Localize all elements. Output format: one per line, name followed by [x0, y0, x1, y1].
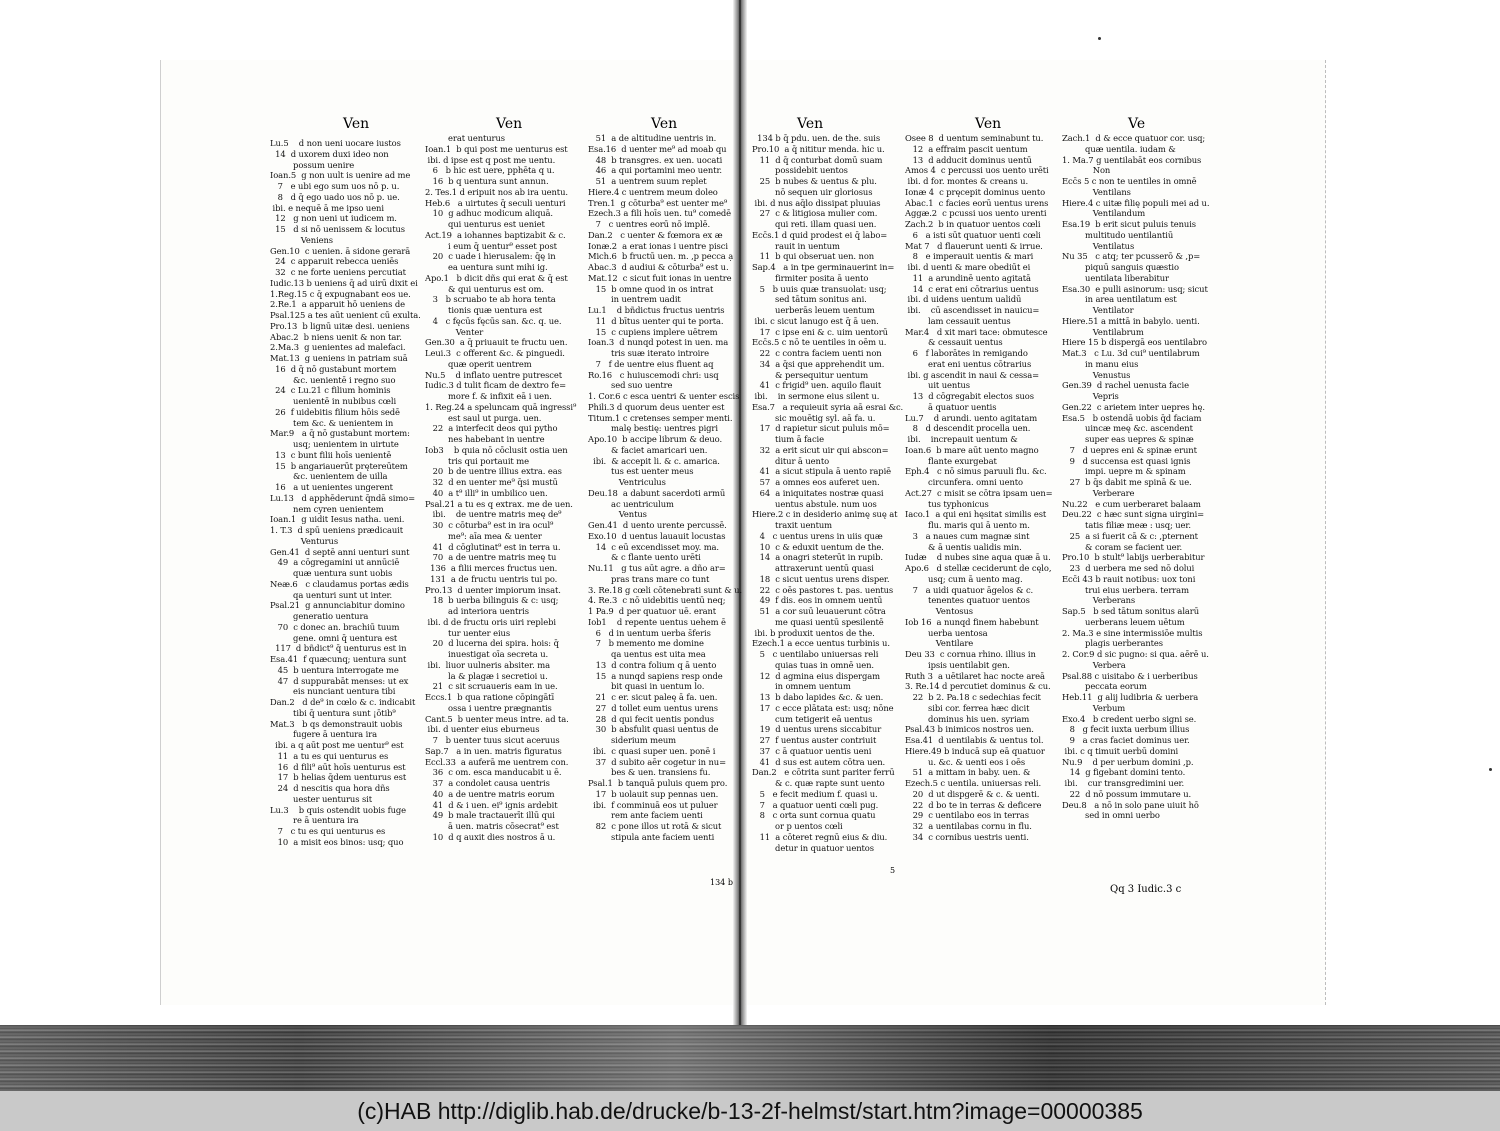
running-head: Ven	[343, 116, 370, 132]
text-column-6: Zach.1 d & ecce quatuor cor. usq; quæ uentila. iudam & 1. Ma.7 g uentilabāt eos cornibus Non Ecc̄s 5 c non te uentiles in omnē Ventilans Hiere.4 c uitæ filię populi mei ad u. Ventilandum Esa.19 b erit sicut puluis tenuis multitudo uentilantiū Ventilatus Nu 35 c atq; ter pcusserō & ,p= piquū sanguis quæstio uentilata liberabitur Esa.30 e pulli asinorum: usq; sicut in area uentilatum est Ventilator Hiere.51 a mittā in babylo. uenti. Ventilabrum Hiere 15 b dispergā eos uentilabro Mat.3 c Lu. 3d cui⁹ uentilabrum in manu eius Venustus Gen.39 d rachel uenusta facie Vepris Gen.22 c arietem inter uepres hę. Esa.5 b ostendā uobis q̄d faciam uincæ meę &c. ascendent super eas uepres & spinæ 7 d uepres eni & spinæ erunt 9 d succensa est quasi ignis impi. uepre m & spinam 27 b q̄s dabit me spinā & ue. Verberare Nu.22 e cum uerberaret balaam Deu.22 c hæc sunt signa uirgini= tatis filiæ meæ : usq; uer. 25 a si fuerit cā & c: ,pternent & coram se facient uer. Pro.10 b stult⁹ labijs uerberabitur 23 d uerbera me sed nō dolui Ecc̄i 43 b rauit notibus: uox toni trui eius uerbera. terram Verberans Sap.5 b sed tātum sonitus alarū uerberans leuem uētum 2. Ma.3 e sine intermissiōe multis plagis uerberantes 2. Cor.9 d sic pugno: si qua. aērē u. Verbera Psal.88 c uisitabo & i uerberibus peccata eorum Heb.11 g alij ludibria & uerbera Verbum Exo.4 b credent uerbo signi se. 8 g fecit iuxta uerbum illius 9 a cras faciet dominus uer. ibi. c q timuit uerbū domini Nu.9 d per uerbum domini ,p. 14 g figebant domini tento. ibi. cur transgredimini uer. 22 d nō possum immutare u. Deu.8 a nō in solo pane uiuit hō sed in omni uerbo	[1062, 133, 1210, 821]
running-head: Ven	[496, 116, 523, 132]
copyright-footer: (c)HAB http://diglib.hab.de/drucke/b-13-2f-helmst/start.htm?image=00000385	[0, 1091, 1500, 1131]
text-column-1: Lu.5 d non ueni uocare iustos 14 d uxorem duxi ideo non possum uenire Ioan.5 g non uult is uenire ad me 7 e ubi ego sum uos nō p. u. 8 d q̄ ego uado uos nō p. ue. ibi. e nequē ā me ipso ueni 12 g non ueni ut iudicem m. 15 d si nō uenissem & locutus Veniens Gen.10 c uenien. ā sidone gerarā 24 c apparuit rebecca ueniēs 32 c ne forte ueniens percutiat Iudic.13 b ueniens q̄ ad uirū dixit ei 1.Reg.15 c q̄ expugnabant eos ue. 2.Re.1 a apparuit hō ueniens de Psal.125 a tes aūt uenient cū exulta. Pro.13 b lignū uitæ desi. ueniens Abac.2 b niens uenit & non tar. 2.Ma.3 g uenientes ad malefaci. Mat.13 g ueniens in patriam suā 16 d q̄ nō gustabunt mortem &c. uenientē i regno suo 24 c Lu.21 c filium hominis uenientē in nubibus cœli 26 f uidebitis filium hōis sedē tem &c. & uenientem in Mar.9 a q̄ nō gustabunt mortem: usq; uenientem in uirtute 13 c bunt filii hoīs uenientē 15 b angariauerūt prętereūtem &c. uenientem de uilla 16 a ut uenientes ungerent Lu.13 d apphēderunt q̄ndā simo= nem cyren uenientem Ioan.1 g uidit Iesus natha. ueni. 1. T.3 d spū ueniens prædicauit Venturus Gen.41 d septē anni uenturi sunt 49 a cōgregamini ut annūciē quæ uentura sunt uobis Neæ.6 c claudamus portas ædis qa uenturi sunt ut inter. Psal.21 g annunciabitur domino generatio uentura 70 c donec an. brachiū tuum gene. omni q̄ uentura est 117 d bñdict⁹ q̄ uenturus est in Esa.41 f quæcunq; uentura sunt 45 b uentura interrogate me 47 d suppurabāt menses: ut ex eis nunciant uentura tibi Dan.2 d de⁹ in cœlo & c. indicabit tibi q̄ uentura sunt ¡ōtib⁹ Mat.3 b qs demonstrauit uobis fugere ā uentura ira ibi. a q aūt post me uentur⁹ est 11 a tu es qui uenturus es 16 d fili⁹ aūt hoīs uenturus est 17 b helias q̄dem uenturus est 24 d nescitis qua hora dñs uester uenturus sit Lu.3 b quis ostendit uobis fuge re ā uentura ira 7 c tu es qui uenturus es 10 a misit eos binos: usq; quo	[270, 138, 421, 847]
running-head: Ven	[975, 116, 1002, 132]
running-head: Ven	[797, 116, 824, 132]
catchword: Qq 3 Iudic.3 c	[1110, 884, 1182, 895]
text-column-2: erat uenturus Ioan.1 b qui post me uenturus est ibi. d ipse est q post me uentu. 6 b hic est uere, pphēta q u. 16 b q uentura sunt annun. 2. Tes.1 d eripuit nos ab ira uentu. Heb.6 a uirtutes q̄ seculi uenturi 10 g adhuc modicum aliquā. qui uenturus est ueniet Act.19 a iohannes baptizabit & c. i eum q̄ uentur⁹ esset post 20 c uade i hierusalem: q̄ę in ea uentura sunt mihi ig. Apo.1 b dicit dñs qui erat & q̄ est & qui uenturus est om. 3 b scruabo te ab hora tenta tionis quæ uentura est 4 c fęcūs fęcūs san. &c. q. ue. Venter Gen.30 a q̄ priuauit te fructu uen. Leui.3 c offerent &c. & pinguedi. quæ operit uentrem Nu.5 d inflato uentre putrescet Iudic.3 d tulit ficam de dextro fe= more f. & infixit eā i uen. 1. Reg.24 a speluncam quā ingressi⁹ est saul ut purga. uen. 22 a interfecit deos qui pytho nes habebant in uentre Iob3 b quia nō cōclusit ostia uen tris qui portauit me 20 b de uentre illius extra. eas 32 d en uenter me⁹ q̄si mustū 40 a t⁹ illi⁹ in umbilico uen. Psal.21 a tu es q extrax. me de uen. ibi. de uentre matris meę de⁹ 30 c cōturba⁹ est in ira ocul⁹ me⁹: aīa mea & uenter 41 d cōglutinat⁹ est in terra u. 70 a de uentre matris meę tu 136 a filii merces fructus uen. 131 a de fructu uentris tui po. Pro.13 d uenter impiorum insat. 18 b uerba bilinguis & c: usq; ad interiora uentris ibi. d de fructu oris uiri replebi tur uenter eius 20 d lucerna dei spira. hois: q̄ inuestigat oīa secreta u. ibi. liuor uulneris absiter. ma la & plagæ i secretioi u. 21 c sit scruaueris eam in ue. Eccs.1 b qua ratione cōpingātī ossa i uentre prægnantis Cant.5 b uenter meus intre. ad ta. ibi. d uenter eius eburneus 7 b uenter tuus sicut aceruus Sap.7 a in uen. matris figuratus Eccl.33 a auferā me uentrem con. 36 c om. esca manducabit u ē. 37 a condolet causa uentris 40 a de uentre matris eorum 41 d & i uen. ei⁹ ignis ardebit 49 b male tractauerīt illū qui ā uen. matris cōsecrat⁹ est 10 d q auxit dies nostros ā u.	[425, 133, 577, 842]
running-head: Ven	[651, 116, 678, 132]
scanner-edge	[0, 1025, 1500, 1091]
text-column-3: 51 a de altitudine uentris in. Esa.16 d uenter me⁹ ad moab qu 48 b transgres. ex uen. uocati 46 a qui portamini meo uentr. 51 a uentrem suum replet Hiere.4 c uentrem meum doleo Tren.1 g cōturba⁹ est uenter me⁹ Ezech.3 a fili hoīs uen. tu⁹ comedē 7 c uentres eorū nō implē. Dan.2 c uenter & fœmora ex æ Ionæ.2 a erat ionas i uentre pisci Mich.6 b fructū uen. m. ,p pecca ạ Abac.3 d audiui & cōturba⁹ est u. Mat.12 c sicut fuit ionas in uentre 15 b omne quod in os intrat in uentrem uadit Lu.1 d bñdictus fructus uentris 11 d bītus uenter qui te porta. 15 c cupiens implere uētrem Ioan.3 d nunqd potest in uen. ma tris suæ iterato introire 7 f de uentre eius fluent aq Ro.16 c huiuscemodi chri: usq sed suo uentre 1. Cor.6 c esca uentri & uenter escis Phili.3 d quorum deus uenter est Titum.1 c cretenses semper menti. malę bestię: uentres pigri Apo.10 b accipe librum & deuo. & faciet amaricari uen. ibi. & accepit li. & c. amarica. tus est uenter meus Ventriculus Deu.18 a dabunt sacerdoti armū ac uentriculum Ventus Gen.41 d uento urente percussē. Exo.10 d uentus lauauit locustas 14 c eū excendisset moy. ma. & c flante uento urēti Nu.11 g tus aūt agre. a dño ar= pras trans mare co tunt 3. Re.18 g cœli cōtenebrati sunt & u. 4. Re.3 c nō uidebitis uentū neq; 1 Pa.9 d per quatuor uē. erant Iob1 d repente uentus uehem ē 6 d in uentum uerba s̄feris 7 b memento me domine qa uentus est uita mea 13 d contra folium q ā uento 15 a nunqd sapiens resp onde bit quasi in uentum lo. 21 c er. sicut paleę ā fa. uen. 27 d tollet eum uentus urens 28 d qui fecit uentis pondus 30 b absfulit quasi uentus de siderium meum ibi. c quasi super uen. ponē i 37 d subito aēr cogetur in nu= bes & uen. transiens fu. Psal.1 b tanquā puluis quem pro. 17 b uolauit sup pennas uen. ibi. f comminuā eos ut puluer rem ante faciem uenti 82 c pone illos ut rotā & sicut stipula ante faciem uenti	[588, 133, 742, 842]
text-column-4: 134 b q̄ pdu. uen. de the. suis Pro.10 a q̄ nititur menda. hic u. 11 d q̄ conturbat domū suam possidebit uentos 25 b nubes & uentus & plu. nō sequen uir gloriosus ibi. d nus aq̄lo dissipat pluuias 27 c & litigiosa mulier com. qui reti. illam quasi uen. Ecc̄s.1 d quid prodest ei q̄ labo= rauit in uentum 11 b qui obseruat uen. non Sap.4 a in tpe germinauerint in= firmiter posita ā uento 5 b uuis quæ transuolat: usq; sed tātum sonitus ani. uerberās leuem uentum ibi. c sicut lanugo est q̄ ā uen. 17 c ipse eni & c. uim uentorū Ecc̄s.5 c nō te uentiles in oēm u. 22 c contra faciem uenti non 34 a q̄si que apprehendit um. & persequitur uentum 41 c frigid⁹ uen. aquilo flauit ibi. in sermone eius silent u. Esa.7 a requieuit syria aā esrai &c. sic mouētig syl. aā fa. u. 17 d rapietur sicut puluis mō= tium ā facie 32 a erit sicut uir qui abscon= ditur ā uento 41 a sicut stipula ā uento rapiē 57 a omnes eos auferet uen. 64 a iniquitates nostræ quasi uentus abstule. num uos Hiere.2 c in desiderio animę suę at traxit uentum 4 c uentus urens in uiis quæ 10 c & eduxit uentum de the. 14 a onagri steterūt in rupib. attraxerunt uentū quasi 18 c sicut uentus urens disper. 22 c oēs pastores t. pas. uentus 49 f dis. eos in omnem uentū 51 a cor suū leuauerunt cōtra me quasi uentū spe̛silentē ibi. b produxit uentos de the. Ezech.1 a ecce uentus turbinis u. 5 c uentilabo uniuersas reli quias tuas in omnē uen. 12 d agmina eius dispergam in omnem uentum 13 b dabo lapides &c. & uen. 17 c ecce plātata est: usq; nōne cum tetigerit eā uentus 19 d uentus urens siccabitur 27 f uentus auster contriuit 37 c ā quatuor uentis ueni 41 d sus est autem cōtra uen. Dan.2 e cōtrita sunt pariter ferrū & c. quæ rapte sunt uento 5 e fecit medium f. quasi u. 7 a quatuor uenti cœli pug. 8 c orta sunt cornua quatu or p uentos cœli 11 a cōteret regnū eius & diu. detur in quatuor uentos	[752, 133, 904, 853]
paper-speck	[1098, 37, 1101, 40]
running-head: Ve	[1128, 116, 1146, 132]
page-number-left: 134 b	[710, 878, 733, 887]
text-column-5: Osee 8 d uentum seminabunt tu. 12 a effraim pascit uentum 13 d adducit dominus uentū Amos 4 c percussi uos uento urēti ibi. d for. montes & creans u. Ionæ 4 c pręcepit dominus uento Abac.1 c facies eorū uentus urens Aggæ.2 c pcussi uos uento urenti Zach.2 b in quatuor uentos cœli 6 a isti sūt quatuor uenti cœli Mat 7 d flauerunt uenti & irrue. 8 e imperauit uentis & mari ibi. d uenti & mare obediūt ei 11 a arundinē uento agitatā 14 c erat eni cōtrarius uentus ibi. d uidens uentum ualidū ibi. cū ascendisset in nauicu= lam cessauit uentus Mar.4 d xit mari tace: obmutesce & cessauit uentus 6 f laborātes in remigando erat eni uentus cōtrarius ibi. g ascendit in naui & cessa= uit uentus 13 d cōgregabit electos suos ā quatuor uentis Lu.7 d arundi. uento agitatam 8 d descendit procella uen. ibi. increpauit uentum & Ioan.6 b mare aūt uento magno flante exurgebat Eph.4 c nō simus paruuli flu. &c. circunfera. omni uento Act.27 c misit se cōtra ipsam uen= tus typhonicus Iaco.1 a qui eni hęsitat similis est flu. maris qui ā uento m. 3 a naues cum magnæ sint & ā uentis ualidis min. Iudæ d nubes sine aqua quæ ā u. Apo.6 d stellæ ceciderunt de cęlo, usq; cum ā uento mag. 7 a uidi quatuor āgelos & c. tenentes quatuor uentos Ventosus Iob 16 a nunqd finem habebunt uerba uentosa Ventilare Deu 33 c cornua rhino. illius in ipsis uentilabit gen. Ruth 3 a uētilaret hac nocte areā 3. Re.14 d percutiet dominus & cu. 22 b 2. Pa.18 c sedechias fecit sibi cor. ferrea hæc dicit dominus his uen. syriam Psal.43 b inimicos nostros uen. Esa.41 d uentilabis & uentus tol. Hiere.49 b inducā sup eā quatuor u. &c. & uenti eos i oēs 51 a mittam in baby. uen. & Ezech.5 c uentila. uniuersas reli. 20 d ut dispgerē & c. & uenti. 22 d bo te in terras & deficere 29 c uentilabo eos in terras 32 a uentilabas cornu in flu. 34 c cornibus uestris uenti.	[905, 133, 1053, 842]
paper-speck	[1489, 768, 1492, 771]
page-number-right: 5	[890, 866, 896, 875]
